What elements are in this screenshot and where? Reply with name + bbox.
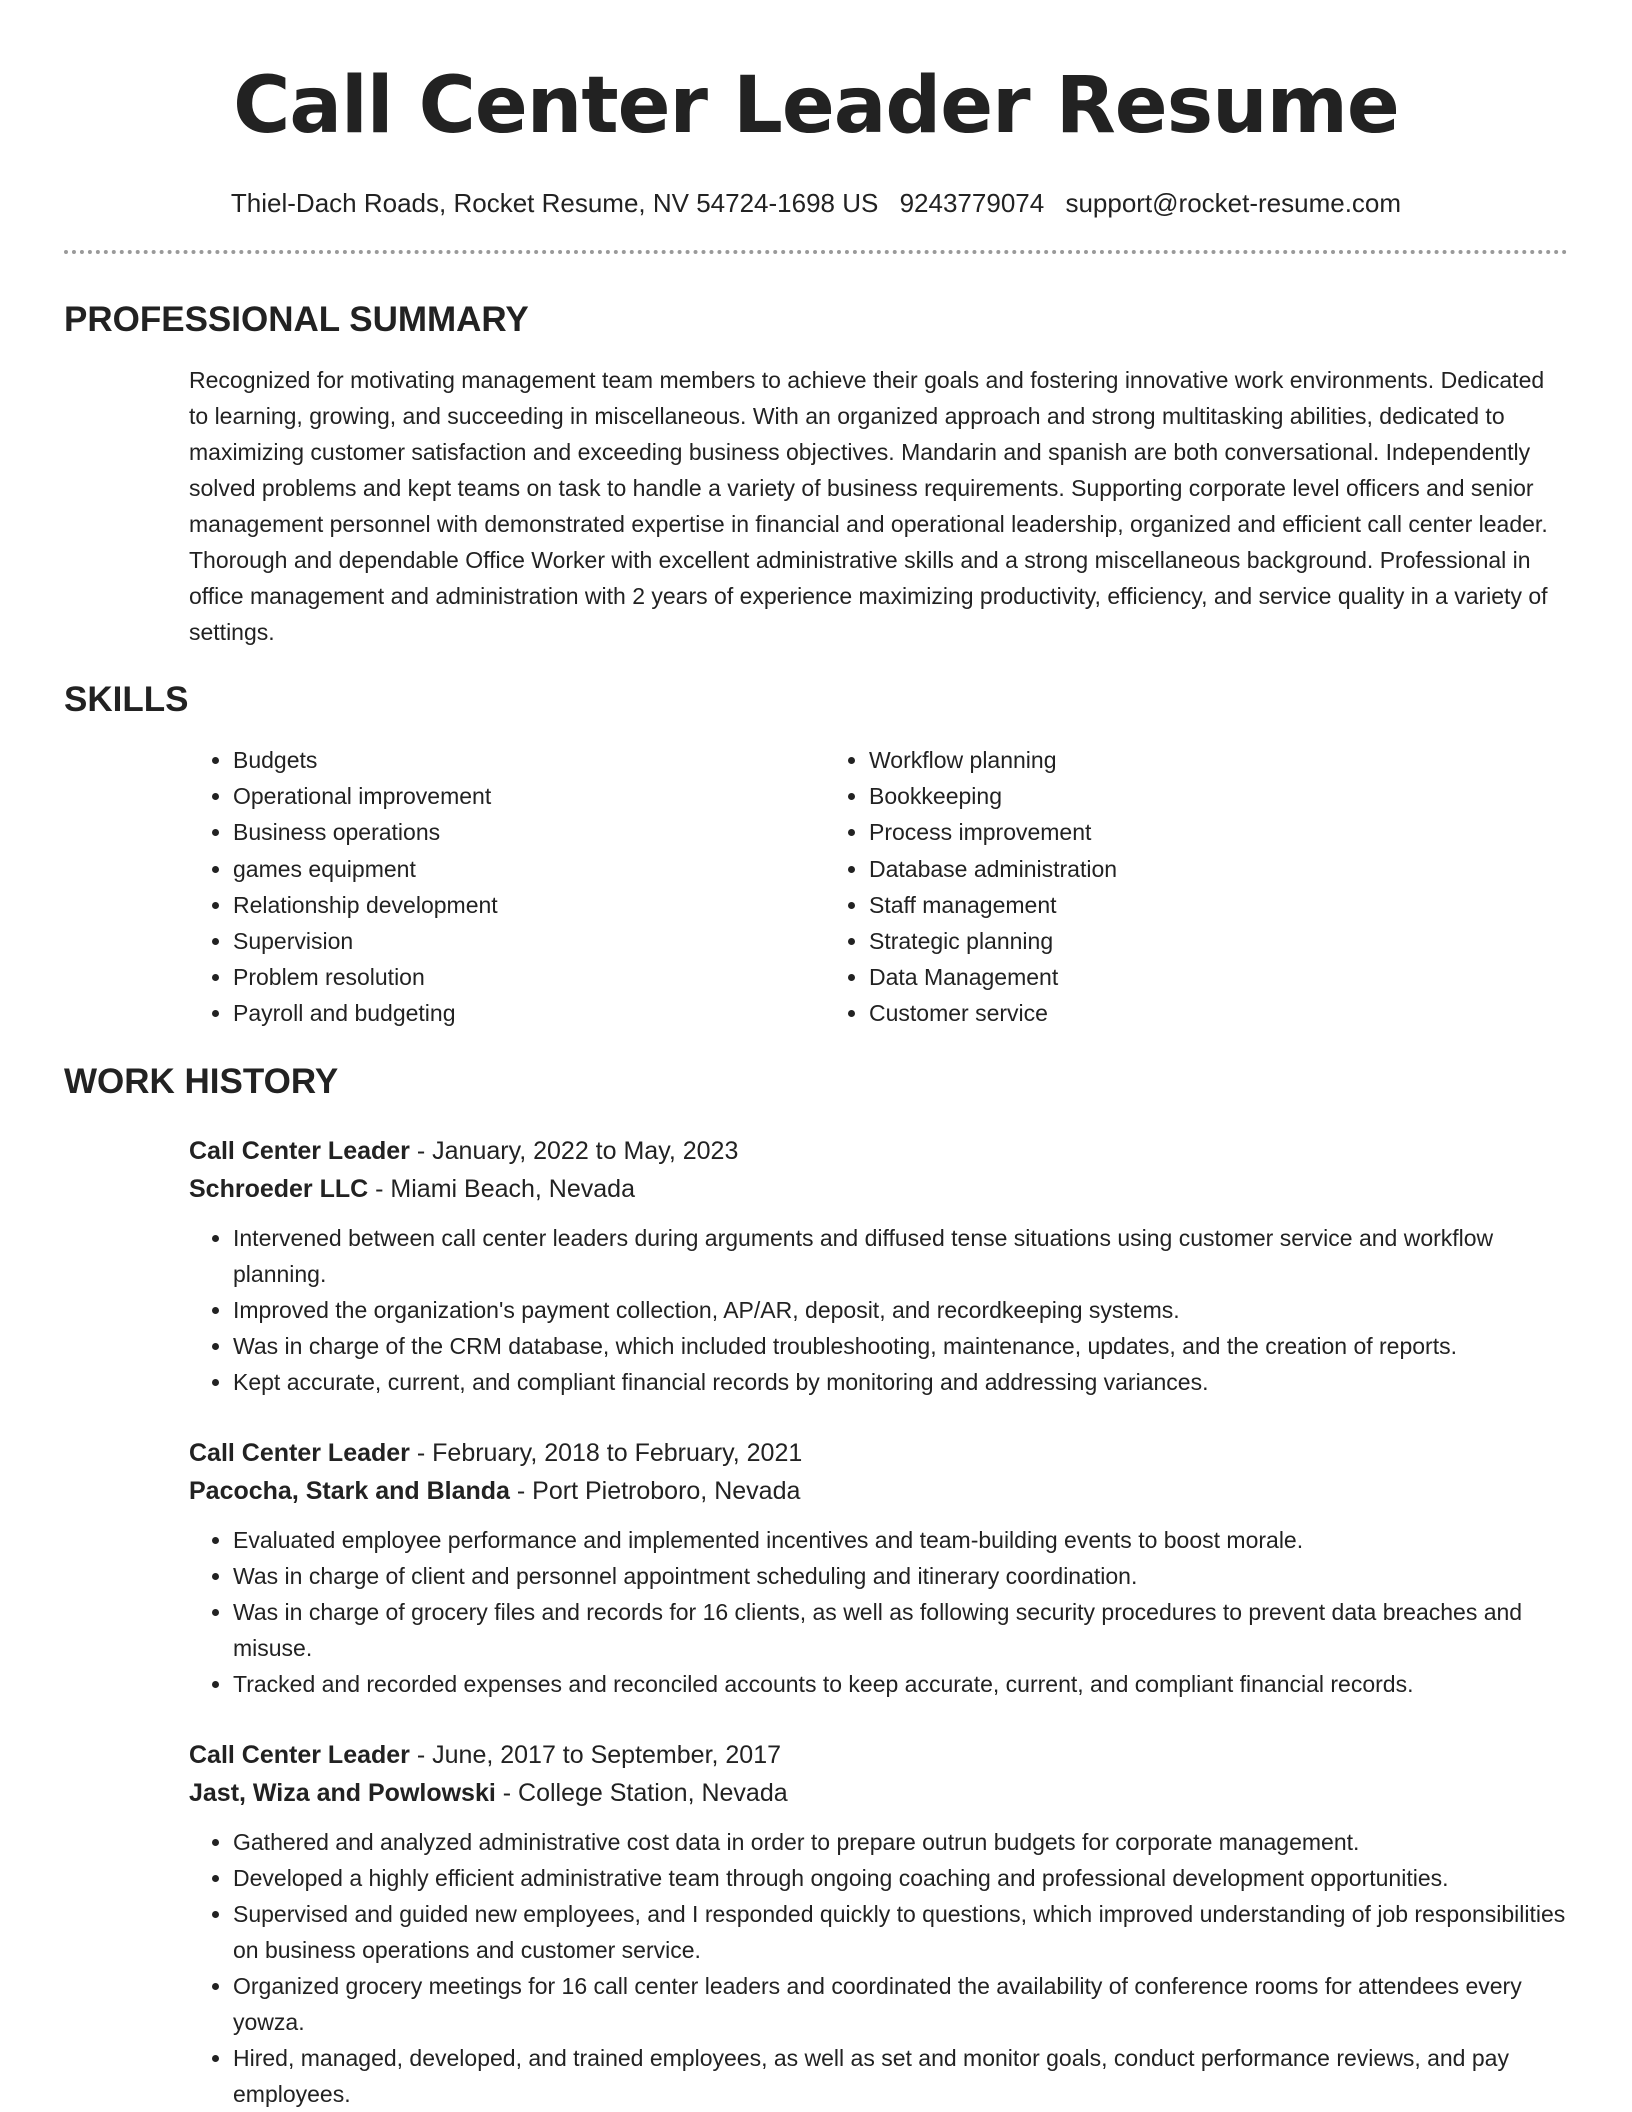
job-bullet: • Was in charge of the CRM database, which included troubleshooting, maintenance, updates, and the creation of reports.: [233, 1328, 1568, 1364]
job-location: - College Station, Nevada: [495, 1778, 788, 1807]
skills-heading: SKILLS: [64, 680, 189, 719]
contact-email: support@rocket-resume.com: [1065, 188, 1402, 218]
job-title: Call Center Leader: [189, 1740, 410, 1769]
job-title-line: [189, 1736, 1568, 1774]
job-dates: - February, 2018 to February, 2021: [409, 1438, 803, 1467]
job-title: Call Center Leader: [189, 1136, 410, 1165]
job-location: - Port Pietroboro, Nevada: [509, 1476, 801, 1505]
job-bullet: • Tracked and recorded expenses and reconciled accounts to keep accurate, current, and compliant financial records.: [233, 1666, 1568, 1702]
skill-item: • Business operations: [233, 814, 825, 850]
job-dates: - June, 2017 to September, 2017: [409, 1740, 782, 1769]
skills-column-left: [189, 742, 825, 1032]
job-bullet: • Was in charge of client and personnel appointment scheduling and itinerary coordination.: [233, 1558, 1568, 1594]
job-title-line: [189, 1132, 1568, 1170]
skills-column-right: [825, 742, 1117, 1032]
job-entry: [189, 1736, 1568, 2112]
contact-address: Thiel-Dach Roads, Rocket Resume, NV 54724-1698 US: [230, 188, 879, 218]
job-bullet: • Intervened between call center leaders during arguments and diffused tense situations using customer service and workflow planning.: [233, 1220, 1568, 1292]
skills-list: [189, 742, 1568, 1032]
skill-item: • Data Management: [869, 959, 1117, 995]
job-company-line: [189, 1774, 1568, 1812]
skill-item: • Staff management: [869, 887, 1117, 923]
job-company: Pacocha, Stark and Blanda: [189, 1476, 510, 1505]
skill-item: • Database administration: [869, 851, 1117, 887]
work-history-heading: WORK HISTORY: [64, 1061, 339, 1101]
resume-title: Call Center Leader Resume: [233, 61, 1399, 151]
skill-item: • games equipment: [233, 851, 825, 887]
job-title-line: [189, 1434, 1568, 1472]
contact-line: [64, 186, 1568, 220]
job-bullet: • Gathered and analyzed administrative cost data in order to prepare outrun budgets for corporate management.: [233, 1824, 1568, 1860]
skill-item: • Payroll and budgeting: [233, 995, 825, 1031]
job-bullet: • Improved the organization's payment collection, AP/AR, deposit, and recordkeeping systems.: [233, 1292, 1568, 1328]
job-company: Schroeder LLC: [189, 1174, 369, 1203]
summary-text: Recognized for motivating management team members to achieve their goals and fostering innovative work environments. Dedicated to learning, growing, and succeeding in miscellaneous. With an organized approach and strong multitasking abilities, dedicated to maximizing customer satisfaction and exceeding business objectives. Mandarin and spanish are both conversational. Independently solved problems and kept teams on task to handle a variety of business requirements. Supporting corporate level officers and senior management personnel with demonstrated expertise in financial and operational leadership, organized and efficient call center leader. Thorough and dependable Office Worker with excellent administrative skills and a strong miscellaneous background. Professional in office management and administration with 2 years of experience maximizing productivity, efficiency, and service quality in a variety of settings.: [189, 367, 1548, 645]
job-bullet: • Kept accurate, current, and compliant financial records by monitoring and addressing variances.: [233, 1364, 1568, 1400]
job-company-line: [189, 1472, 1568, 1510]
skill-item: • Budgets: [233, 742, 825, 778]
job-company-line: [189, 1170, 1568, 1208]
skill-item: • Operational improvement: [233, 778, 825, 814]
job-bullet: • Developed a highly efficient administrative team through ongoing coaching and professional development opportunities.: [233, 1860, 1568, 1896]
skill-item: • Workflow planning: [869, 742, 1117, 778]
summary-heading: PROFESSIONAL SUMMARY: [64, 300, 529, 339]
job-bullets: [189, 1220, 1568, 1400]
job-entry: [189, 1132, 1568, 1400]
skill-item: • Relationship development: [233, 887, 825, 923]
skill-item: • Bookkeeping: [869, 778, 1117, 814]
job-location: - Miami Beach, Nevada: [368, 1174, 635, 1203]
skill-item: • Process improvement: [869, 814, 1117, 850]
header-divider: [64, 250, 1568, 254]
job-bullet: • Supervised and guided new employees, and I responded quickly to questions, which improved understanding of job responsibilities on business operations and customer service.: [233, 1896, 1568, 1968]
job-bullets: [189, 1522, 1568, 1702]
skill-item: • Problem resolution: [233, 959, 825, 995]
job-bullet: • Was in charge of grocery files and records for 16 clients, as well as following security procedures to prevent data breaches and misuse.: [233, 1594, 1568, 1666]
job-dates: - January, 2022 to May, 2023: [409, 1136, 739, 1165]
job-title: Call Center Leader: [189, 1438, 410, 1467]
skill-item: • Customer service: [869, 995, 1117, 1031]
job-bullet: • Evaluated employee performance and implemented incentives and team-building events to boost morale.: [233, 1522, 1568, 1558]
skill-item: • Strategic planning: [869, 923, 1117, 959]
job-company: Jast, Wiza and Powlowski: [189, 1778, 496, 1807]
contact-phone: 9243779074: [899, 188, 1045, 218]
skill-item: • Supervision: [233, 923, 825, 959]
job-bullet: • Hired, managed, developed, and trained employees, as well as set and monitor goals, conduct performance reviews, and pay employees.: [233, 2040, 1568, 2112]
job-entry: [189, 1434, 1568, 1702]
job-bullet: • Organized grocery meetings for 16 call center leaders and coordinated the availability of conference rooms for attendees every yowza.: [233, 1968, 1568, 2040]
job-bullets: [189, 1824, 1568, 2112]
